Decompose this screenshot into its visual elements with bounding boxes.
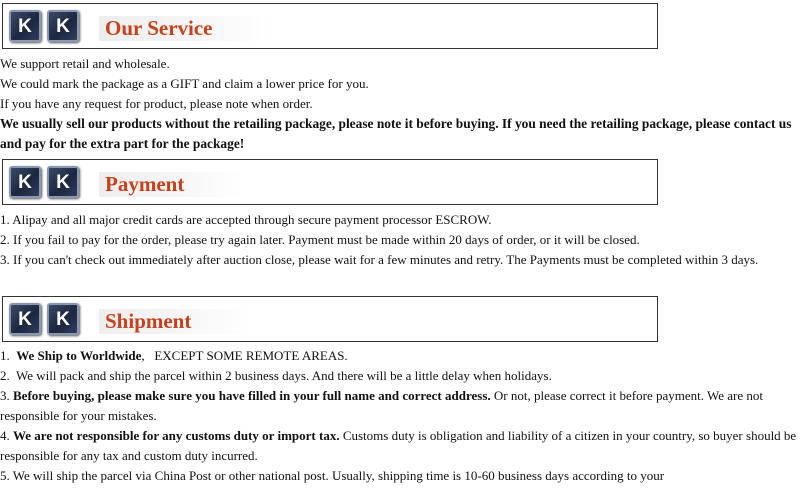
item-text: Customs duty is obligation and liability of a citizen in your country, so buyer should be responsible for any tax and custom duty incurred.: [0, 428, 797, 463]
payment-header: [2, 159, 658, 205]
shipment-text: [0, 346, 800, 486]
section-title: Our Service: [99, 16, 273, 41]
logo-tile-icon: [9, 166, 41, 198]
service-line: We could mark the package as a GIFT and claim a lower price for you.: [0, 76, 369, 91]
item-text: We will ship the parcel via China Post or other national post. Usually, shipping time is 10-60 business days according to your: [12, 468, 665, 483]
payment-line: 2. If you fail to pay for the order, please try again later. Payment must be made within 20 days of order, or it will be closed.: [0, 232, 640, 247]
item-number: 4.: [0, 428, 13, 443]
item-bold: We Ship to Worldwide: [16, 348, 142, 363]
logo-tile-icon: [47, 303, 79, 335]
shipment-item: [0, 346, 800, 366]
payment-line: 3. If you can't check out immediately after auction close, please wait for a few minutes and retry. The Payments must be completed within 3 days.: [0, 252, 759, 267]
logo-tile-icon: [47, 166, 79, 198]
section-title: Shipment: [99, 309, 251, 334]
logo-letter: K: [56, 171, 70, 193]
shipment-item: [0, 466, 800, 486]
item-text: , EXCEPT SOME REMOTE AREAS.: [141, 348, 348, 363]
logo-letter: K: [18, 15, 32, 37]
service-line: If you have any request for product, please note when order.: [0, 96, 313, 111]
shipment-item: [0, 386, 800, 426]
service-text: [0, 54, 800, 154]
item-number: 2.: [0, 368, 17, 383]
our-service-header: [2, 3, 658, 49]
item-text: Or not, please correct it before payment. We are not responsible for your mistakes.: [0, 388, 763, 423]
shipment-item: [0, 426, 800, 466]
payment-text: [0, 210, 800, 270]
item-number: 1.: [0, 348, 17, 363]
item-number: 5.: [0, 468, 13, 483]
logo-letter: K: [18, 308, 32, 330]
kk-logo: [9, 303, 79, 335]
logo-letter: K: [18, 171, 32, 193]
logo-letter: K: [56, 15, 70, 37]
section-title: Payment: [99, 172, 244, 197]
item-text: We will pack and ship the parcel within 2 business days. And there will be a little delay when holidays.: [16, 368, 552, 383]
service-line: We support retail and wholesale.: [0, 56, 170, 71]
logo-tile-icon: [9, 303, 41, 335]
shipment-header: [2, 296, 658, 342]
item-number: 3.: [0, 388, 13, 403]
kk-logo: [9, 166, 79, 198]
item-bold: Before buying, please make sure you have filled in your full name and correct address.: [13, 388, 491, 403]
item-bold: We are not responsible for any customs duty or import tax.: [13, 428, 340, 443]
logo-tile-icon: [47, 10, 79, 42]
logo-letter: K: [56, 308, 70, 330]
logo-tile-icon: [9, 10, 41, 42]
kk-logo: [9, 10, 79, 42]
shipment-item: [0, 366, 800, 386]
service-package-note: We usually sell our products without the retailing package, please note it before buying. If you need the retailing package, please contact us and pay for the extra part for the package!: [0, 116, 792, 151]
payment-line: 1. Alipay and all major credit cards are accepted through secure payment processor ESCROW.: [0, 212, 492, 227]
